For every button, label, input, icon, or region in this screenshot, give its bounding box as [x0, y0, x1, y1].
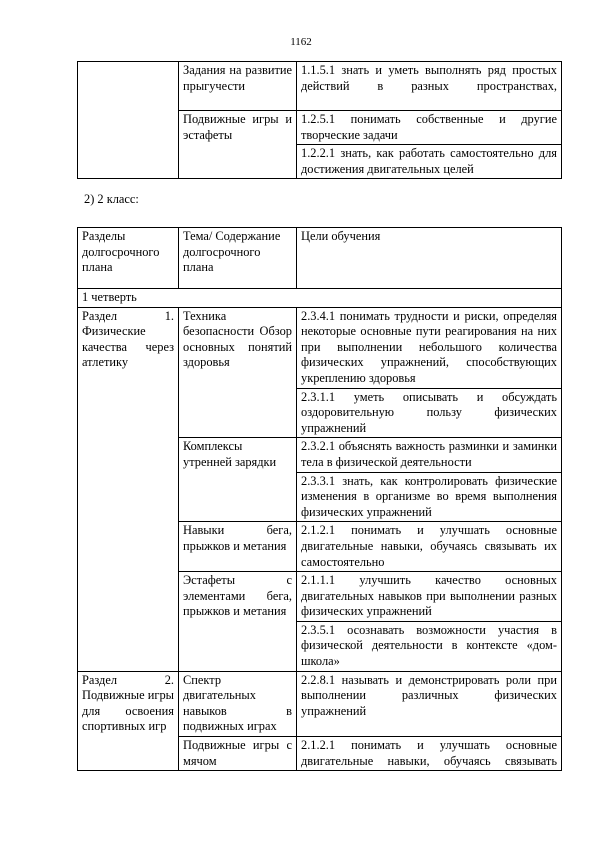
goal-cell: 2.1.1.1 улучшить качество основных двигательных навыков при выполнении разных физических упражнений — [297, 572, 562, 622]
quarter-row — [78, 289, 562, 308]
goal-cell: 2.3.1.1 уметь описывать и обсуждать оздоровительную пользу физических упражнений — [297, 388, 562, 438]
table-row — [78, 307, 562, 388]
goal-cell: 2.1.2.1 понимать и улучшать основные двигательные навыки, обучаясь связывать — [297, 737, 562, 771]
goal-cell: 2.3.5.1 осознавать возможности участия в физической деятельности в контексте «дом-школа» — [297, 621, 562, 671]
goal-cell: 2.3.3.1 знать, как контролировать физические изменения в организме во время выполнения физических упражнений — [297, 472, 562, 522]
section-cell: Раздел 1. Физические качества через атлетику — [78, 307, 179, 671]
topic-cell: Спектр двигательных навыков в подвижных играх — [179, 671, 297, 736]
goal-cell: 2.3.2.1 объяснять важность разминки и заминки тела в физической деятельности — [297, 438, 562, 472]
topic-cell: Техника безопасности Обзор основных понятий здоровья — [179, 307, 297, 438]
table-row — [78, 671, 562, 736]
topic-cell: Навыки бега, прыжков и метания — [179, 522, 297, 572]
header-cell: Тема/ Содержание долгосрочного плана — [179, 228, 297, 289]
topic-cell: Задания на развитие прыгучести — [179, 62, 297, 111]
curriculum-table — [77, 227, 562, 771]
section-cell: Раздел 2. Подвижные игры для освоения спортивных игр — [78, 671, 179, 771]
goal-cell: 1.2.2.1 знать, как работать самостоятельно для достижения двигательных целей — [297, 145, 562, 179]
goal-cell: 2.1.2.1 понимать и улучшать основные двигательные навыки, обучаясь связывать их самостоятельно — [297, 522, 562, 572]
section-heading: 2) 2 класс: — [84, 192, 139, 206]
topic-cell: Подвижные игры с мячом — [179, 737, 297, 771]
header-cell: Цели обучения — [297, 228, 562, 289]
topic-cell: Комплексы утренней зарядки — [179, 438, 297, 522]
goal-cell: 1.1.5.1 знать и уметь выполнять ряд простых действий в разных пространствах, — [297, 62, 562, 111]
quarter-cell: 1 четверть — [78, 289, 562, 308]
table-row — [78, 62, 562, 111]
continued-table — [77, 61, 562, 179]
page-number: 1162 — [290, 36, 312, 48]
goal-cell: 1.2.5.1 понимать собственные и другие творческие задачи — [297, 111, 562, 145]
goal-cell: 2.3.4.1 понимать трудности и риски, определяя некоторые основные пути реагирования на них при выполнении небольшого количества физических упражнений, способствующих укреплению здоровья — [297, 307, 562, 388]
goal-cell: 2.2.8.1 называть и демонстрировать роли при выполнении различных физических упражнений — [297, 671, 562, 736]
topic-cell: Эстафеты с элементами бега, прыжков и метания — [179, 572, 297, 672]
topic-cell: Подвижные игры и эстафеты — [179, 111, 297, 179]
section-cell-empty — [78, 62, 179, 179]
header-row — [78, 228, 562, 289]
header-cell: Разделы долгосрочного плана — [78, 228, 179, 289]
